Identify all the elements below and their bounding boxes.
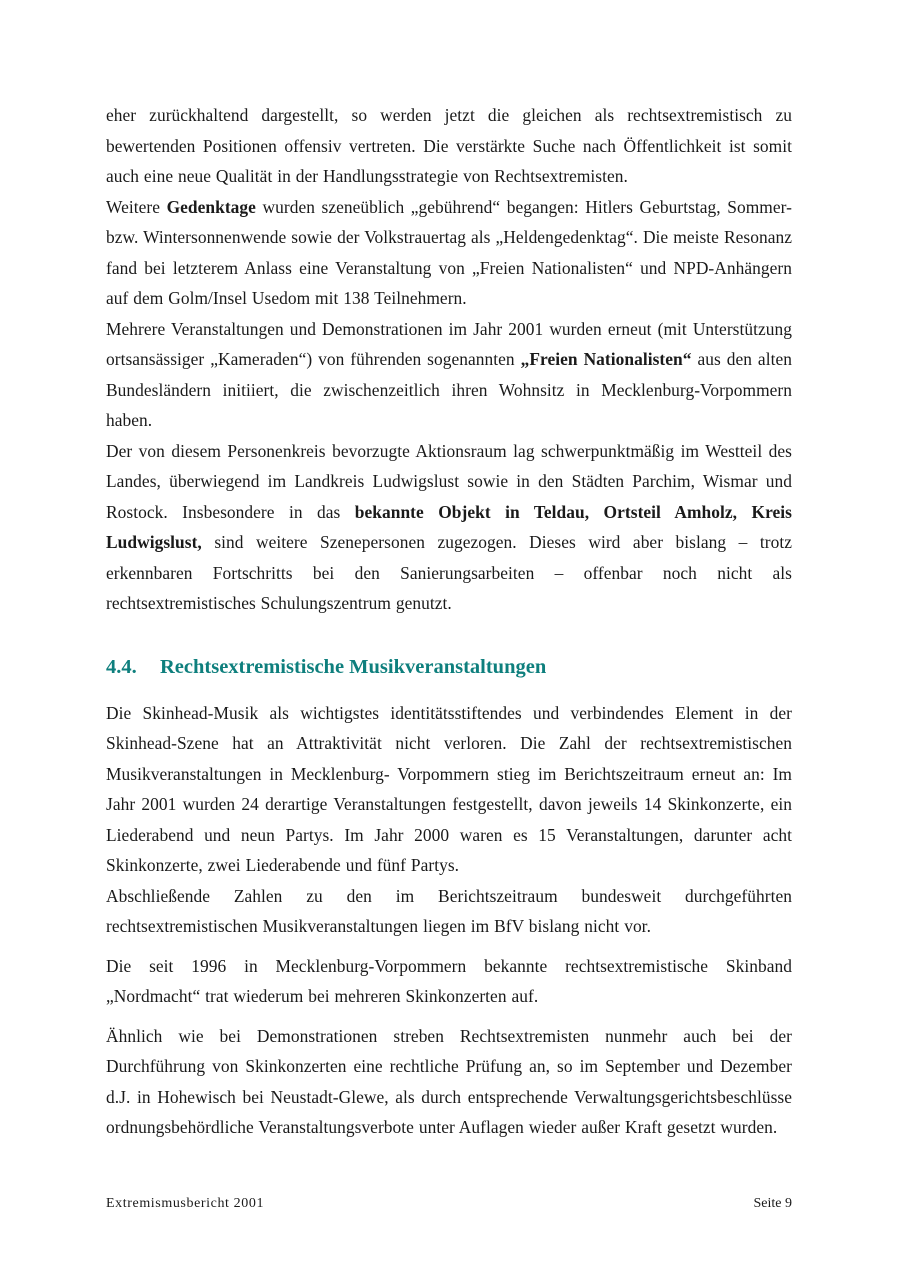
paragraph-skinhead-musik: Die Skinhead-Musik als wichtigstes identitätsstiftendes und verbindendes Element in der Skinhead-Szene hat an Attraktivität nicht verloren. Die Zahl der rechtsextremistischen Musikveranstaltungen in Mecklenburg- Vorpommern stieg im Berichtszeitraum erneut an: Im Jahr 2001 wurden 24 derartige Veranstaltungen festgestellt, davon jeweils 14 Skinkonzerte, ein Liederabend und neun Partys. Im Jahr 2000 waren es 15 Veranstaltungen, darunter acht Skinkonzerte, zwei Liederabende und fünf Partys. — [106, 702, 792, 875]
section-title: Rechtsextremistische Musikveranstaltungen — [160, 655, 547, 678]
paragraph-text: Weitere — [106, 196, 167, 217]
paragraph-text: Der von diesem Personenkreis bevorzugte Aktionsraum lag schwerpunktmäßig im Westteil des Landes, überwiegend im Landkreis Ludwigslust sowie in den Städten Parchim, Wismar und Rostock. Insbesondere in das — [106, 440, 792, 522]
paragraph-aktionsraum — [106, 436, 792, 619]
paragraph-text: Mehrere Veranstaltungen und Demonstrationen im Jahr 2001 wurden erneut (mit Unterstützung ortsansässiger „Kameraden“) von führenden sogenannten — [106, 318, 792, 369]
footer-report-title: Extremismusbericht 2001 — [106, 1196, 265, 1211]
footer-page-number: Seite 9 — [753, 1196, 792, 1211]
bold-term-freie-nationalisten: „Freien Nationalisten“ — [520, 349, 692, 369]
paragraph-text: aus den alten Bundesländern initiiert, die zwischenzeitlich ihren Wohnsitz in Mecklenburg-Vorpommern haben. — [106, 349, 792, 430]
section-heading — [106, 652, 792, 682]
document-body — [106, 100, 792, 1143]
paragraph-gedenktage — [106, 192, 792, 314]
paragraph-1: eher zurückhaltend dargestellt, so werden jetzt die gleichen als rechtsextremistisch zu bewertenden Positionen offensiv vertreten. Die verstärkte Suche nach Öffentlichkeit ist somit auch eine neue Qualität in der Handlungsstrategie von Rechtsextremisten. — [106, 105, 792, 186]
paragraph-freie-nationalisten — [106, 314, 792, 436]
bold-term-gedenktage: Gedenktage — [166, 196, 256, 217]
page-footer — [106, 1194, 792, 1214]
paragraph-abschliessende-zahlen: Abschließende Zahlen zu den im Berichtszeitraum bundesweit durchgeführten rechtsextremistischen Musikveranstaltungen liegen im BfV bislang nicht vor. — [106, 885, 792, 936]
section-number: 4.4. — [106, 655, 137, 678]
paragraph-skinkonzerte-pruefung: Ähnlich wie bei Demonstrationen streben Rechtsextremisten nunmehr auch bei der Durchführung von Skinkonzerten eine rechtliche Prüfung an, so im September und Dezember d.J. in Hohewisch bei Neustadt-Glewe, als durch entsprechende Verwaltungsgerichtsbeschlüsse ordnungsbehördliche Veranstaltungsverbote unter Auflagen wieder außer Kraft gesetzt wurden. — [106, 1025, 792, 1137]
bold-term-objekt-teldau: bekannte Objekt in Teldau, Ortsteil Amholz, Kreis Ludwigslust, — [106, 501, 792, 552]
paragraph-nordmacht: Die seit 1996 in Mecklenburg-Vorpommern bekannte rechtsextremistische Skinband „Nordmacht“ trat wiederum bei mehreren Skinkonzerten auf. — [106, 955, 792, 1006]
paragraph-text: sind weitere Szenepersonen zugezogen. Dieses wird aber bislang – trotz erkennbaren Fortschritts bei den Sanierungsarbeiten – offenbar noch nicht als rechtsextremistisches Schulungszentrum genutzt. — [106, 532, 792, 613]
paragraph-text: wurden szeneüblich „gebührend“ begangen: Hitlers Geburtstag, Sommer- bzw. Wintersonnenwende sowie der Volkstrauertag als „Heldengedenktag“. Die meiste Resonanz fand bei letzterem Anlass eine Veranstaltung von „Freien Nationalisten“ und NPD-Anhängern auf dem Golm/Insel Usedom mit 138 Teilnehmern. — [106, 196, 792, 308]
